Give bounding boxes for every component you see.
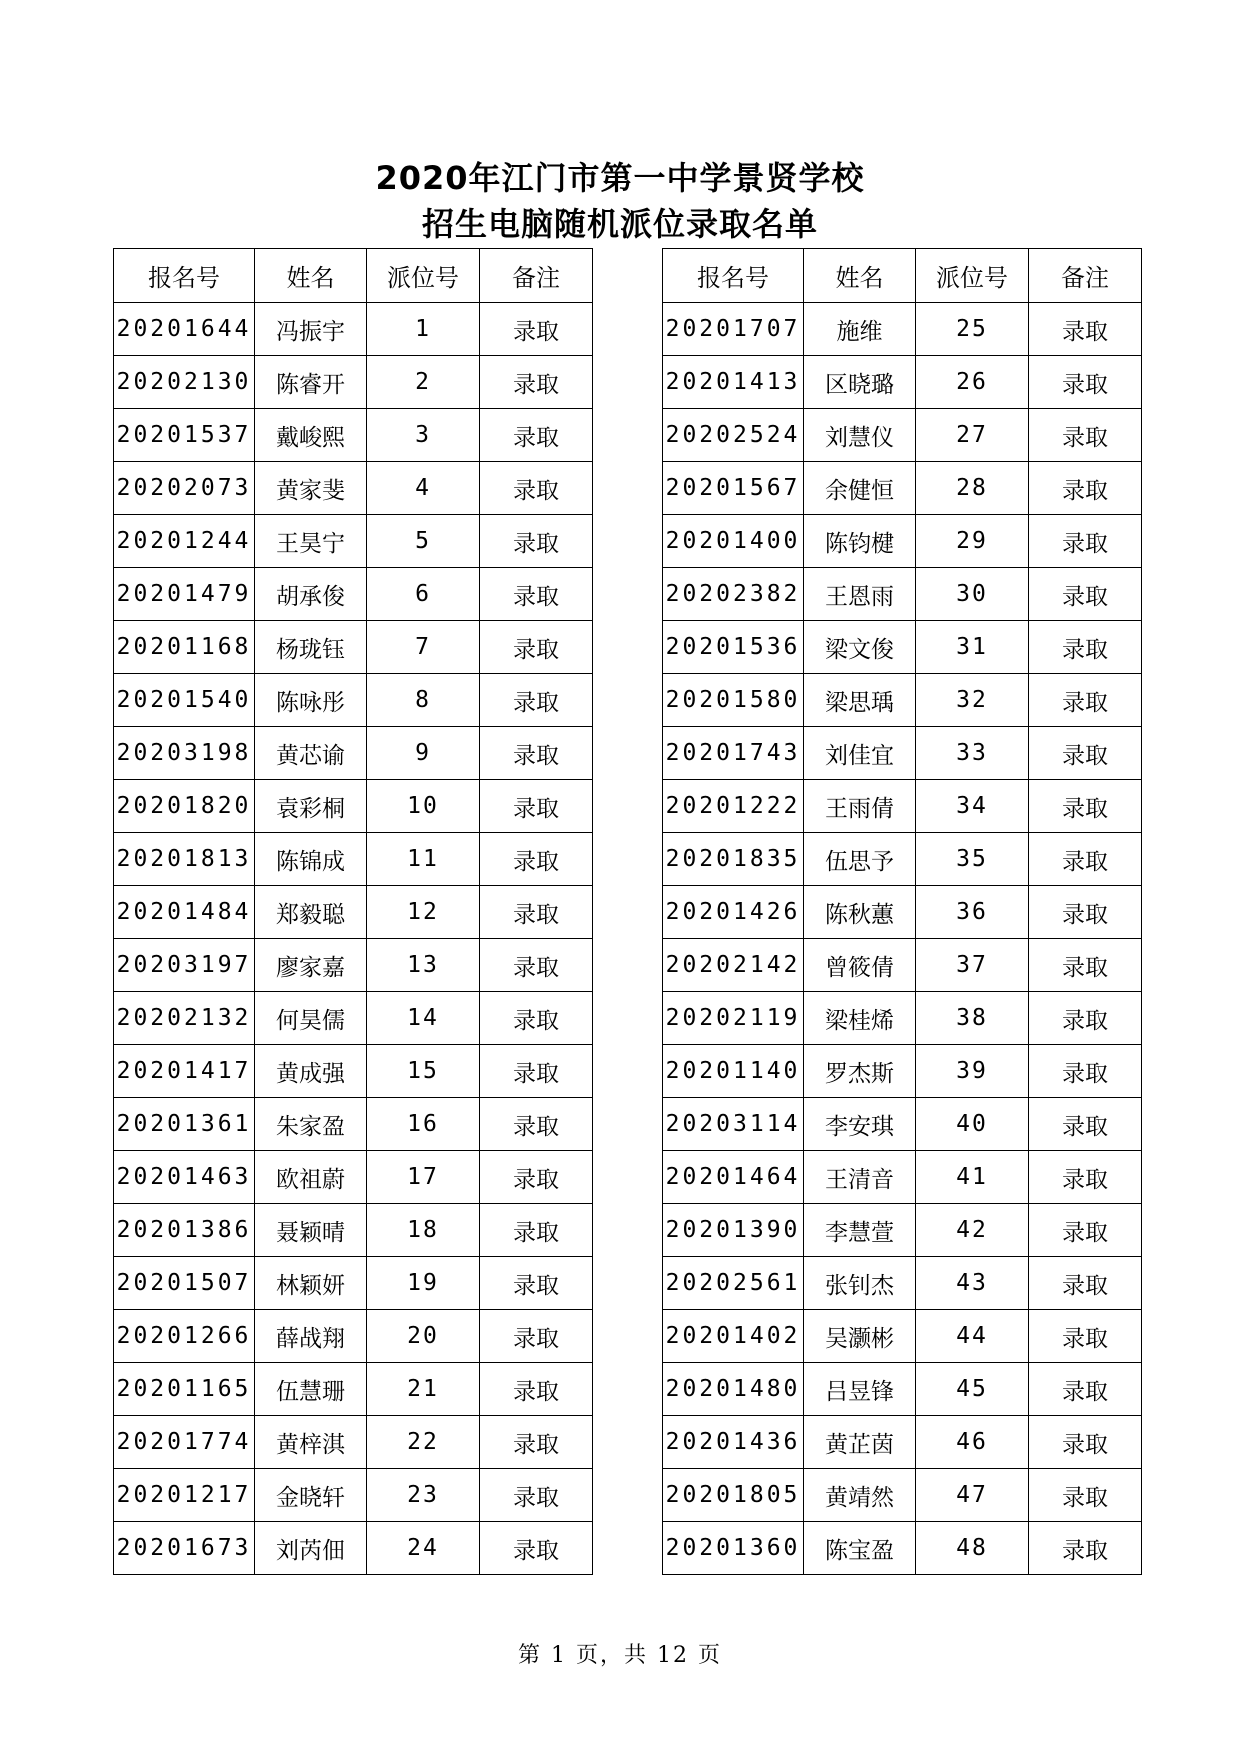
- table-row: [114, 1469, 593, 1522]
- allocation-number-cell: 5: [367, 515, 480, 568]
- student-name-cell: 陈睿开: [255, 356, 367, 409]
- allocation-number-cell: 17: [367, 1151, 480, 1204]
- header-allocation-number: 派位号: [367, 249, 480, 303]
- registration-number-cell: 20201507: [114, 1257, 255, 1310]
- allocation-number-cell: 44: [916, 1310, 1029, 1363]
- admission-table-left: [113, 248, 593, 1575]
- student-name-cell: 黄芯谕: [255, 727, 367, 780]
- registration-number-cell: 20203198: [114, 727, 255, 780]
- table-row: [114, 780, 593, 833]
- allocation-number-cell: 39: [916, 1045, 1029, 1098]
- table-header-row: [114, 249, 593, 303]
- table-row: [114, 621, 593, 674]
- allocation-number-cell: 34: [916, 780, 1029, 833]
- admission-table-right: [662, 248, 1142, 1575]
- registration-number-cell: 20201805: [663, 1469, 804, 1522]
- registration-number-cell: 20202524: [663, 409, 804, 462]
- registration-number-cell: 20201820: [114, 780, 255, 833]
- registration-number-cell: 20201536: [663, 621, 804, 674]
- student-name-cell: 朱家盈: [255, 1098, 367, 1151]
- student-name-cell: 薛战翔: [255, 1310, 367, 1363]
- remark-cell: 录取: [1029, 780, 1142, 833]
- remark-cell: 录取: [480, 409, 593, 462]
- header-name: 姓名: [255, 249, 367, 303]
- student-name-cell: 郑毅聪: [255, 886, 367, 939]
- registration-number-cell: 20201774: [114, 1416, 255, 1469]
- table-row: [663, 1469, 1142, 1522]
- allocation-number-cell: 21: [367, 1363, 480, 1416]
- table-row: [663, 1204, 1142, 1257]
- remark-cell: 录取: [480, 886, 593, 939]
- allocation-number-cell: 13: [367, 939, 480, 992]
- table-row: [114, 1204, 593, 1257]
- registration-number-cell: 20201540: [114, 674, 255, 727]
- allocation-number-cell: 18: [367, 1204, 480, 1257]
- table-row: [114, 515, 593, 568]
- allocation-number-cell: 37: [916, 939, 1029, 992]
- table-row: [114, 992, 593, 1045]
- student-name-cell: 李慧萱: [804, 1204, 916, 1257]
- remark-cell: 录取: [1029, 992, 1142, 1045]
- table-row: [663, 939, 1142, 992]
- table-row: [663, 409, 1142, 462]
- allocation-number-cell: 4: [367, 462, 480, 515]
- remark-cell: 录取: [480, 1416, 593, 1469]
- allocation-number-cell: 36: [916, 886, 1029, 939]
- remark-cell: 录取: [480, 515, 593, 568]
- remark-cell: 录取: [480, 1204, 593, 1257]
- registration-number-cell: 20201480: [663, 1363, 804, 1416]
- remark-cell: 录取: [480, 1151, 593, 1204]
- registration-number-cell: 20201673: [114, 1522, 255, 1575]
- allocation-number-cell: 8: [367, 674, 480, 727]
- registration-number-cell: 20201244: [114, 515, 255, 568]
- student-name-cell: 欧祖蔚: [255, 1151, 367, 1204]
- student-name-cell: 胡承俊: [255, 568, 367, 621]
- table-row: [663, 674, 1142, 727]
- remark-cell: 录取: [1029, 833, 1142, 886]
- allocation-number-cell: 9: [367, 727, 480, 780]
- allocation-number-cell: 28: [916, 462, 1029, 515]
- table-row: [114, 462, 593, 515]
- remark-cell: 录取: [480, 1310, 593, 1363]
- allocation-number-cell: 7: [367, 621, 480, 674]
- allocation-number-cell: 15: [367, 1045, 480, 1098]
- student-name-cell: 区晓璐: [804, 356, 916, 409]
- remark-cell: 录取: [1029, 1098, 1142, 1151]
- remark-cell: 录取: [1029, 1204, 1142, 1257]
- remark-cell: 录取: [1029, 1522, 1142, 1575]
- table-row: [663, 1522, 1142, 1575]
- allocation-number-cell: 43: [916, 1257, 1029, 1310]
- student-name-cell: 陈咏彤: [255, 674, 367, 727]
- remark-cell: 录取: [1029, 1151, 1142, 1204]
- allocation-number-cell: 20: [367, 1310, 480, 1363]
- registration-number-cell: 20201743: [663, 727, 804, 780]
- student-name-cell: 李安琪: [804, 1098, 916, 1151]
- table-row: [114, 1416, 593, 1469]
- registration-number-cell: 20202119: [663, 992, 804, 1045]
- header-name: 姓名: [804, 249, 916, 303]
- student-name-cell: 陈钧楗: [804, 515, 916, 568]
- remark-cell: 录取: [1029, 462, 1142, 515]
- student-name-cell: 梁桂烯: [804, 992, 916, 1045]
- remark-cell: 录取: [1029, 568, 1142, 621]
- registration-number-cell: 20201436: [663, 1416, 804, 1469]
- remark-cell: 录取: [480, 939, 593, 992]
- student-name-cell: 杨珑钰: [255, 621, 367, 674]
- table-row: [663, 780, 1142, 833]
- student-name-cell: 施维: [804, 303, 916, 356]
- allocation-number-cell: 26: [916, 356, 1029, 409]
- registration-number-cell: 20202132: [114, 992, 255, 1045]
- student-name-cell: 黄芷茵: [804, 1416, 916, 1469]
- table-row: [114, 303, 593, 356]
- registration-number-cell: 20201360: [663, 1522, 804, 1575]
- table-row: [114, 1045, 593, 1098]
- table-row: [663, 727, 1142, 780]
- table-row: [663, 1257, 1142, 1310]
- registration-number-cell: 20203197: [114, 939, 255, 992]
- registration-number-cell: 20201417: [114, 1045, 255, 1098]
- student-name-cell: 伍思予: [804, 833, 916, 886]
- student-name-cell: 吴灏彬: [804, 1310, 916, 1363]
- remark-cell: 录取: [480, 833, 593, 886]
- table-header-row: [663, 249, 1142, 303]
- allocation-number-cell: 40: [916, 1098, 1029, 1151]
- student-name-cell: 梁文俊: [804, 621, 916, 674]
- table-row: [114, 1310, 593, 1363]
- page-indicator: 第 1 页，共 12 页: [518, 1643, 722, 1668]
- registration-number-cell: 20201390: [663, 1204, 804, 1257]
- registration-number-cell: 20201484: [114, 886, 255, 939]
- table-row: [663, 886, 1142, 939]
- allocation-number-cell: 22: [367, 1416, 480, 1469]
- table-row: [114, 356, 593, 409]
- table-row: [114, 939, 593, 992]
- table-row: [663, 621, 1142, 674]
- registration-number-cell: 20202073: [114, 462, 255, 515]
- remark-cell: 录取: [480, 780, 593, 833]
- table-row: [663, 1045, 1142, 1098]
- student-name-cell: 罗杰斯: [804, 1045, 916, 1098]
- registration-number-cell: 20203114: [663, 1098, 804, 1151]
- table-row: [663, 462, 1142, 515]
- allocation-number-cell: 23: [367, 1469, 480, 1522]
- registration-number-cell: 20201165: [114, 1363, 255, 1416]
- registration-number-cell: 20201707: [663, 303, 804, 356]
- allocation-number-cell: 27: [916, 409, 1029, 462]
- table-row: [663, 1151, 1142, 1204]
- remark-cell: 录取: [1029, 674, 1142, 727]
- table-row: [114, 1098, 593, 1151]
- header-registration-number: 报名号: [663, 249, 804, 303]
- remark-cell: 录取: [1029, 1045, 1142, 1098]
- student-name-cell: 王清音: [804, 1151, 916, 1204]
- document-title-line1: 2020年江门市第一中学景贤学校: [375, 159, 865, 197]
- table-row: [663, 568, 1142, 621]
- remark-cell: 录取: [1029, 939, 1142, 992]
- table-body-right: [663, 303, 1142, 1575]
- student-name-cell: 张钊杰: [804, 1257, 916, 1310]
- student-name-cell: 何昊儒: [255, 992, 367, 1045]
- allocation-number-cell: 3: [367, 409, 480, 462]
- registration-number-cell: 20202382: [663, 568, 804, 621]
- allocation-number-cell: 47: [916, 1469, 1029, 1522]
- student-name-cell: 刘芮佃: [255, 1522, 367, 1575]
- student-name-cell: 吕昱锋: [804, 1363, 916, 1416]
- student-name-cell: 金晓轩: [255, 1469, 367, 1522]
- table-row: [114, 674, 593, 727]
- student-name-cell: 黄家斐: [255, 462, 367, 515]
- allocation-number-cell: 48: [916, 1522, 1029, 1575]
- student-name-cell: 陈宝盈: [804, 1522, 916, 1575]
- registration-number-cell: 20201361: [114, 1098, 255, 1151]
- table-row: [114, 1522, 593, 1575]
- table-row: [663, 833, 1142, 886]
- remark-cell: 录取: [1029, 303, 1142, 356]
- registration-number-cell: 20201426: [663, 886, 804, 939]
- table-row: [114, 568, 593, 621]
- remark-cell: 录取: [480, 568, 593, 621]
- remark-cell: 录取: [480, 462, 593, 515]
- student-name-cell: 伍慧珊: [255, 1363, 367, 1416]
- allocation-number-cell: 14: [367, 992, 480, 1045]
- table-row: [114, 1151, 593, 1204]
- remark-cell: 录取: [480, 674, 593, 727]
- student-name-cell: 刘慧仪: [804, 409, 916, 462]
- student-name-cell: 陈锦成: [255, 833, 367, 886]
- student-name-cell: 王恩雨: [804, 568, 916, 621]
- remark-cell: 录取: [1029, 356, 1142, 409]
- registration-number-cell: 20201464: [663, 1151, 804, 1204]
- allocation-number-cell: 1: [367, 303, 480, 356]
- registration-number-cell: 20201400: [663, 515, 804, 568]
- allocation-number-cell: 41: [916, 1151, 1029, 1204]
- registration-number-cell: 20201463: [114, 1151, 255, 1204]
- table-row: [663, 1416, 1142, 1469]
- remark-cell: 录取: [480, 1363, 593, 1416]
- student-name-cell: 袁彩桐: [255, 780, 367, 833]
- table-row: [663, 303, 1142, 356]
- remark-cell: 录取: [1029, 1363, 1142, 1416]
- student-name-cell: 陈秋蕙: [804, 886, 916, 939]
- registration-number-cell: 20202130: [114, 356, 255, 409]
- student-name-cell: 廖家嘉: [255, 939, 367, 992]
- student-name-cell: 王昊宁: [255, 515, 367, 568]
- student-name-cell: 林颖妍: [255, 1257, 367, 1310]
- header-remark: 备注: [1029, 249, 1142, 303]
- remark-cell: 录取: [480, 992, 593, 1045]
- student-name-cell: 戴峻熙: [255, 409, 367, 462]
- student-name-cell: 冯振宇: [255, 303, 367, 356]
- allocation-number-cell: 29: [916, 515, 1029, 568]
- remark-cell: 录取: [480, 1469, 593, 1522]
- allocation-number-cell: 19: [367, 1257, 480, 1310]
- student-name-cell: 刘佳宜: [804, 727, 916, 780]
- allocation-number-cell: 46: [916, 1416, 1029, 1469]
- allocation-number-cell: 45: [916, 1363, 1029, 1416]
- allocation-number-cell: 10: [367, 780, 480, 833]
- remark-cell: 录取: [1029, 1469, 1142, 1522]
- registration-number-cell: 20201222: [663, 780, 804, 833]
- registration-number-cell: 20201217: [114, 1469, 255, 1522]
- table-row: [114, 833, 593, 886]
- registration-number-cell: 20201567: [663, 462, 804, 515]
- remark-cell: 录取: [480, 1257, 593, 1310]
- remark-cell: 录取: [1029, 727, 1142, 780]
- registration-number-cell: 20201266: [114, 1310, 255, 1363]
- remark-cell: 录取: [1029, 1257, 1142, 1310]
- allocation-number-cell: 33: [916, 727, 1029, 780]
- remark-cell: 录取: [1029, 1310, 1142, 1363]
- registration-number-cell: 20201413: [663, 356, 804, 409]
- registration-number-cell: 20201140: [663, 1045, 804, 1098]
- student-name-cell: 黄梓淇: [255, 1416, 367, 1469]
- registration-number-cell: 20201386: [114, 1204, 255, 1257]
- allocation-number-cell: 35: [916, 833, 1029, 886]
- registration-number-cell: 20202561: [663, 1257, 804, 1310]
- registration-number-cell: 20201402: [663, 1310, 804, 1363]
- student-name-cell: 曾筱倩: [804, 939, 916, 992]
- student-name-cell: 余健恒: [804, 462, 916, 515]
- student-name-cell: 聂颖晴: [255, 1204, 367, 1257]
- registration-number-cell: 20201835: [663, 833, 804, 886]
- student-name-cell: 黄靖然: [804, 1469, 916, 1522]
- student-name-cell: 黄成强: [255, 1045, 367, 1098]
- remark-cell: 录取: [480, 356, 593, 409]
- header-remark: 备注: [480, 249, 593, 303]
- table-row: [114, 1363, 593, 1416]
- table-body-left: [114, 303, 593, 1575]
- allocation-number-cell: 30: [916, 568, 1029, 621]
- registration-number-cell: 20201537: [114, 409, 255, 462]
- registration-number-cell: 20201813: [114, 833, 255, 886]
- allocation-number-cell: 11: [367, 833, 480, 886]
- registration-number-cell: 20201580: [663, 674, 804, 727]
- document-title-line2: 招生电脑随机派位录取名单: [421, 205, 818, 243]
- registration-number-cell: 20202142: [663, 939, 804, 992]
- allocation-number-cell: 24: [367, 1522, 480, 1575]
- remark-cell: 录取: [480, 1045, 593, 1098]
- table-row: [663, 992, 1142, 1045]
- allocation-number-cell: 12: [367, 886, 480, 939]
- allocation-number-cell: 6: [367, 568, 480, 621]
- remark-cell: 录取: [480, 303, 593, 356]
- table-row: [663, 515, 1142, 568]
- allocation-number-cell: 42: [916, 1204, 1029, 1257]
- table-row: [663, 1310, 1142, 1363]
- remark-cell: 录取: [480, 621, 593, 674]
- table-row: [663, 356, 1142, 409]
- table-row: [114, 727, 593, 780]
- remark-cell: 录取: [480, 1098, 593, 1151]
- allocation-number-cell: 31: [916, 621, 1029, 674]
- header-registration-number: 报名号: [114, 249, 255, 303]
- registration-number-cell: 20201479: [114, 568, 255, 621]
- allocation-number-cell: 16: [367, 1098, 480, 1151]
- table-row: [663, 1098, 1142, 1151]
- remark-cell: 录取: [1029, 621, 1142, 674]
- student-name-cell: 王雨倩: [804, 780, 916, 833]
- remark-cell: 录取: [480, 727, 593, 780]
- remark-cell: 录取: [1029, 515, 1142, 568]
- student-name-cell: 梁思瑀: [804, 674, 916, 727]
- table-row: [114, 409, 593, 462]
- allocation-number-cell: 2: [367, 356, 480, 409]
- header-allocation-number: 派位号: [916, 249, 1029, 303]
- allocation-number-cell: 25: [916, 303, 1029, 356]
- table-row: [114, 886, 593, 939]
- allocation-number-cell: 38: [916, 992, 1029, 1045]
- remark-cell: 录取: [1029, 409, 1142, 462]
- registration-number-cell: 20201168: [114, 621, 255, 674]
- allocation-number-cell: 32: [916, 674, 1029, 727]
- remark-cell: 录取: [480, 1522, 593, 1575]
- table-row: [663, 1363, 1142, 1416]
- remark-cell: 录取: [1029, 1416, 1142, 1469]
- registration-number-cell: 20201644: [114, 303, 255, 356]
- table-row: [114, 1257, 593, 1310]
- remark-cell: 录取: [1029, 886, 1142, 939]
